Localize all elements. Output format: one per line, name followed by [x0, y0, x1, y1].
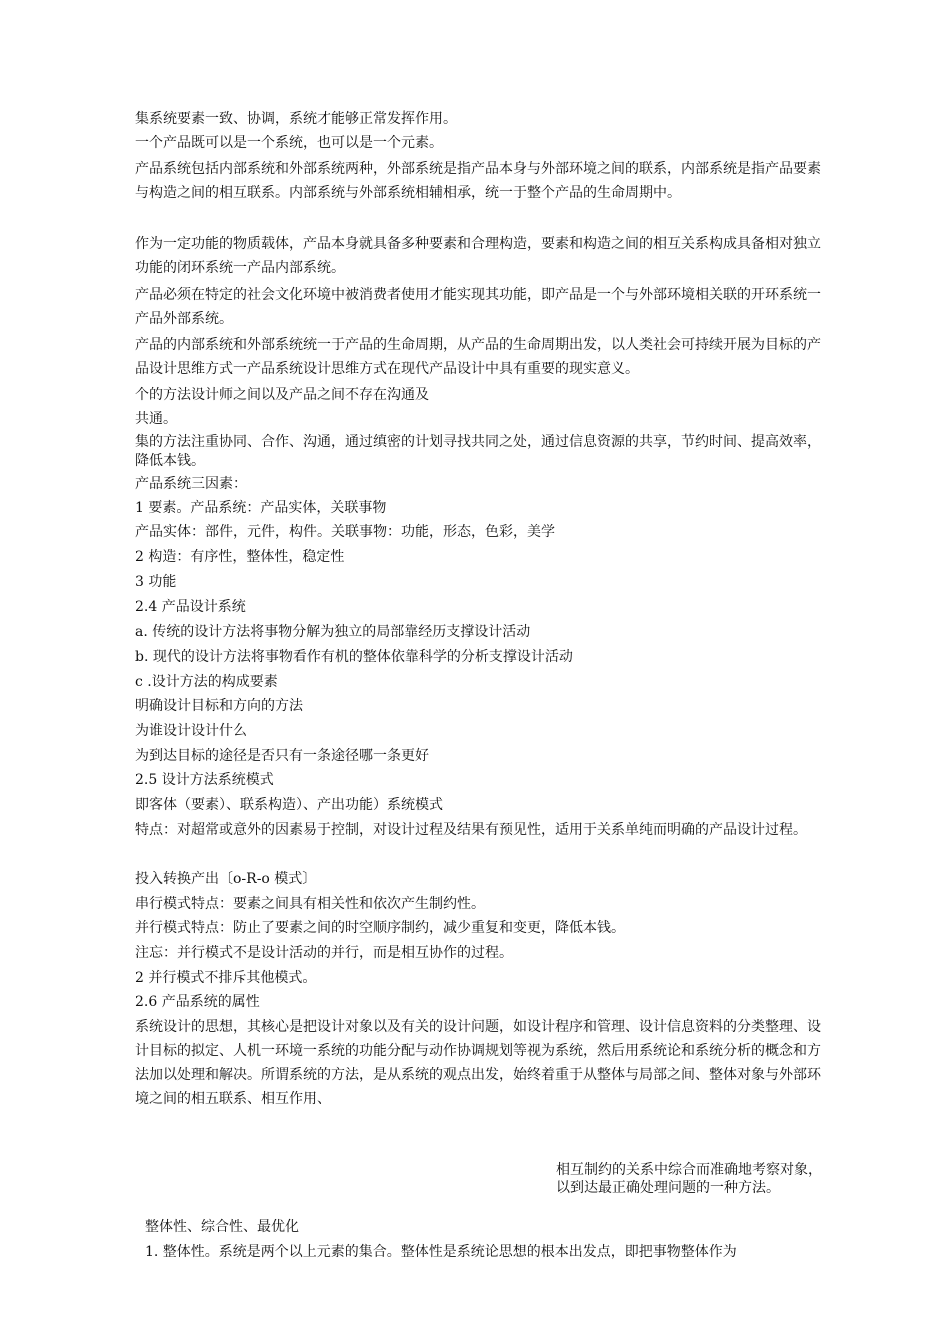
paragraph-27: 并行模式特点：防止了要素之间的时空顺序制约，减少重复和变更，降低本钱。 — [135, 920, 625, 936]
list-item-1: 1. 整体性。系统是两个以上元素的集合。整体性是系统论思想的根本出发点，即把事物整体作为 — [145, 1244, 737, 1260]
paragraph-1: 集系统要素一致、协调，系统才能够正常发挥作用。 — [135, 111, 457, 127]
paragraph-16: a. 传统的设计方法将事物分解为独立的局部靠经历支撑设计活动 — [135, 624, 531, 640]
paragraph-2: 一个产品既可以是一个系统，也可以是一个元素。 — [135, 135, 443, 151]
paragraph-30: 2.6 产品系统的属性 — [135, 994, 260, 1010]
paragraph-21: 为到达目标的途径是否只有一条途径哪一条更好 — [135, 748, 429, 764]
paragraph-11: 1 要素。产品系统：产品实体，关联事物 — [135, 500, 387, 516]
paragraph-25: 投入转换产出〔o-R-o 模式〕 — [135, 871, 317, 887]
paragraph-5: 产品必须在特定的社会文化环境中被消费者使用才能实现其功能，即产品是一个与外部环境相关联的开环系统一产品外部系统。 — [135, 287, 821, 327]
paragraph-22: 2.5 设计方法系统模式 — [135, 772, 274, 788]
paragraph-20: 为谁设计设计什么 — [135, 723, 247, 739]
paragraph-13: 2 构造：有序性，整体性，稳定性 — [135, 549, 345, 565]
paragraph-3: 产品系统包括内部系统和外部系统两种，外部系统是指产品本身与外部环境之间的联系，内部系统是指产品要素与构造之间的相互联系。内部系统与外部系统相辅相承，统一于整个产品的生命周期中。 — [135, 161, 821, 201]
paragraph-7: 个的方法设计师之间以及产品之间不存在沟通及 — [135, 387, 429, 403]
side-note: 相互制约的关系中综合而准确地考察对象，以到达最正确处理问题的一种方法。 — [556, 1162, 822, 1196]
paragraph-10: 产品系统三因素： — [135, 476, 247, 492]
paragraph-28: 注忘：并行模式不是设计活动的并行，而是相互协作的过程。 — [135, 945, 513, 961]
paragraph-19: 明确设计目标和方向的方法 — [135, 698, 303, 714]
paragraph-14: 3 功能 — [135, 574, 177, 590]
paragraph-6: 产品的内部系统和外部系统统一于产品的生命周期，从产品的生命周期出发，以人类社会可持续开展为目标的产品设计思维方式一产品系统设计思维方式在现代产品设计中具有重要的现实意义。 — [135, 337, 821, 377]
paragraph-12: 产品实体：部件，元件，构件。关联事物：功能，形态，色彩，美学 — [135, 524, 555, 540]
heading-properties: 整体性、综合性、最优化 — [145, 1219, 299, 1235]
paragraph-17: b. 现代的设计方法将事物看作有机的整体依靠科学的分析支撑设计活动 — [135, 649, 573, 665]
paragraph-31: 系统设计的思想，其核心是把设计对象以及有关的设计问题，如设计程序和管理、设计信息资料的分类整理、设计目标的拟定、人机一环境一系统的功能分配与动作协调规划等视为系统，然后用系统论和系统分析的概念和方法加以处理和解决。所谓系统的方法，是从系统的观点出发，始终着重于从整体与局部之间、整体对象与外部环境之间的相五联系、相互作用、 — [135, 1019, 821, 1107]
paragraph-23: 即客体（要素）、联系构造）、产出功能）系统模式 — [135, 797, 443, 813]
paragraph-18: c .设计方法的构成要素 — [135, 674, 278, 690]
paragraph-15: 2.4 产品设计系统 — [135, 599, 246, 615]
paragraph-29: 2 并行模式不排斥其他模式。 — [135, 970, 317, 986]
paragraph-9: 集的方法注重协同、合作、沟通，通过缜密的计划寻找共同之处，通过信息资源的共享，节约时间、提高效率，降低本钱。 — [135, 434, 821, 469]
paragraph-26: 串行模式特点：要素之间具有相关性和依次产生制约性。 — [135, 896, 485, 912]
paragraph-4: 作为一定功能的物质载体，产品本身就具备多种要素和合理构造，要素和构造之间的相互关系构成具备相对独立功能的闭环系统一产品内部系统。 — [135, 236, 821, 276]
paragraph-8: 共通。 — [135, 411, 177, 427]
paragraph-24: 特点：对超常或意外的因素易于控制，对设计过程及结果有预见性，适用于关系单纯而明确的产品设计过程。 — [135, 822, 807, 838]
